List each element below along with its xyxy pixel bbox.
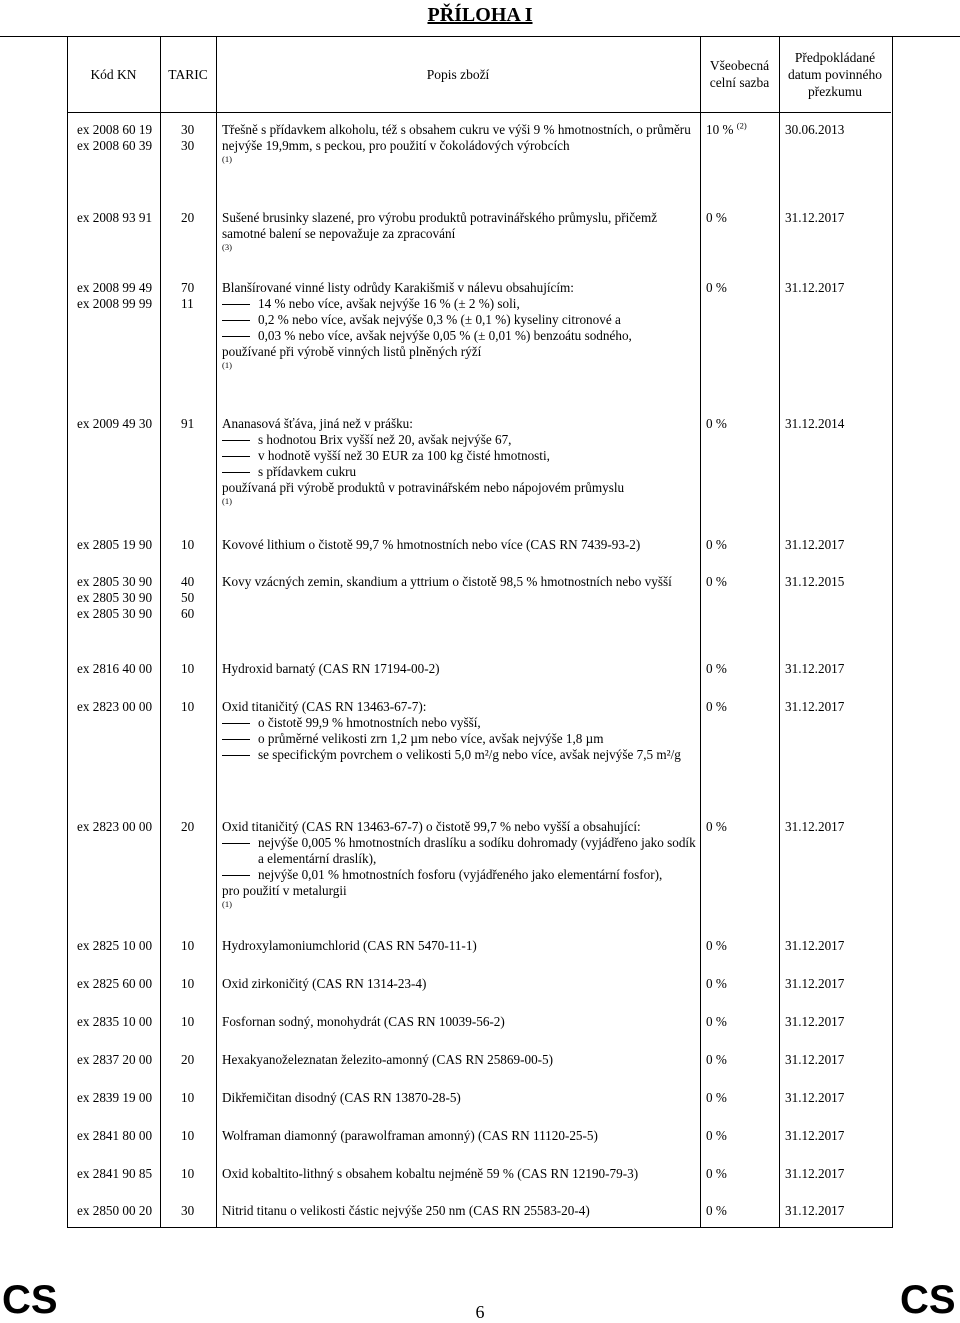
- taric-code: 70 11: [181, 280, 195, 311]
- description-text: Nitrid titanu o velikosti částic nejvýše 250 nm (CAS RN 25583-20-4): [222, 1203, 590, 1218]
- taric-code: 91: [181, 416, 195, 431]
- goods-description: [222, 574, 698, 590]
- description-indent-item: s přídavkem cukru: [222, 464, 698, 480]
- duty-rate: [706, 416, 727, 432]
- description-text: Dikřemičitan disodný (CAS RN 13870-28-5): [222, 1090, 461, 1105]
- description-indent-item: nejvýše 0,01 % hmotnostních fosforu (vyjádřeného jako elementární fosfor),: [222, 867, 698, 883]
- duty-rate: [706, 210, 727, 226]
- goods-description: [222, 1090, 698, 1106]
- review-date: 31.12.2017: [785, 1203, 845, 1218]
- taric-code: 10: [181, 1166, 195, 1181]
- duty-value: 0 %: [706, 416, 727, 431]
- goods-description: [222, 1166, 698, 1182]
- goods-description: [222, 1052, 698, 1068]
- review-date: 31.12.2017: [785, 537, 845, 552]
- page-number: 6: [475, 1302, 485, 1322]
- description-indent-item: o čistotě 99,9 % hmotnostních nebo vyšší,: [222, 715, 698, 731]
- kn-code: ex 2008 60 19 ex 2008 60 39: [77, 122, 153, 153]
- duty-value: 0 %: [706, 976, 727, 991]
- duty-value: 0 %: [706, 1014, 727, 1029]
- review-date: 31.12.2017: [785, 661, 845, 676]
- description-text: Hydroxylamoniumchlorid (CAS RN 5470-11-1): [222, 938, 477, 953]
- duty-value: 0 %: [706, 819, 727, 834]
- taric-code: 20: [181, 819, 195, 834]
- description-indent-item: s hodnotou Brix vyšší než 20, avšak nejvýše 67,: [222, 432, 698, 448]
- taric-code: 10: [181, 1128, 195, 1143]
- description-text: Hexakyanoželeznatan železito-amonný (CAS RN 25869-00-5): [222, 1052, 554, 1067]
- review-date: 31.12.2017: [785, 699, 845, 714]
- kn-code: ex 2837 20 00: [77, 1052, 153, 1067]
- duty-value: 0 %: [706, 574, 727, 589]
- footnote-ref: (1): [222, 154, 232, 164]
- goods-description: [222, 537, 698, 553]
- description-indent-item: o průměrné velikosti zrn 1,2 µm nebo více, avšak nejvýše 1,8 µm: [222, 731, 698, 747]
- kn-code: ex 2008 93 91: [77, 210, 153, 225]
- kn-code: ex 2839 19 00: [77, 1090, 153, 1105]
- description-text: Třešně s přídavkem alkoholu, též s obsahem cukru ve výši 9 % hmotnostních, o průměru nejvýše 19,9mm, s peckou, pro použití v čokoládových výrobcích: [222, 122, 691, 153]
- duty-rate: [706, 938, 727, 954]
- taric-code: 10: [181, 976, 195, 991]
- taric-code: 10: [181, 699, 195, 714]
- description-indent-item: 14 % nebo více, avšak nejvýše 16 % (± 2 %) soli,: [222, 296, 698, 312]
- review-date: 31.12.2017: [785, 976, 845, 991]
- description-text: Oxid zirkoničitý (CAS RN 1314-23-4): [222, 976, 427, 991]
- kn-code: ex 2841 90 85: [77, 1166, 153, 1181]
- taric-code: 20: [181, 210, 195, 225]
- goods-description: [222, 210, 698, 253]
- kn-code: ex 2825 60 00: [77, 976, 153, 991]
- review-date: 31.12.2017: [785, 1166, 845, 1181]
- duty-rate: [706, 1052, 727, 1068]
- duty-rate: [706, 1128, 727, 1144]
- review-date: 31.12.2017: [785, 1052, 845, 1067]
- review-date: 31.12.2014: [785, 416, 845, 431]
- duty-value: 0 %: [706, 280, 727, 295]
- review-date: 31.12.2017: [785, 938, 845, 953]
- goods-description: [222, 280, 698, 371]
- kn-code: ex 2008 99 49 ex 2008 99 99: [77, 280, 153, 311]
- duty-value: 0 %: [706, 1090, 727, 1105]
- goods-description: [222, 1128, 698, 1144]
- description-text: Sušené brusinky slazené, pro výrobu produktů potravinářského průmyslu, přičemž samotné balení se nepovažuje za zpracování: [222, 210, 658, 241]
- duty-rate: [706, 699, 727, 715]
- description-indent-item: se specifickým povrchem o velikosti 5,0 m²/g nebo více, avšak nejvýše 7,5 m²/g: [222, 747, 698, 763]
- description-closing: používané při výrobě vinných listů plněných rýží: [222, 344, 482, 359]
- taric-code: 10: [181, 1014, 195, 1029]
- header-kn: Kód KN: [90, 66, 137, 82]
- footnote-ref: (1): [222, 496, 232, 506]
- duty-rate: [706, 1090, 727, 1106]
- duty-value: 0 %: [706, 699, 727, 714]
- taric-code: 30: [181, 1203, 195, 1218]
- description-text: Oxid titaničitý (CAS RN 13463-67-7) o čistotě 99,7 % nebo vyšší a obsahující:: [222, 819, 641, 834]
- description-text: Oxid titaničitý (CAS RN 13463-67-7):: [222, 699, 427, 714]
- column-divider: [779, 36, 780, 1227]
- kn-code: ex 2823 00 00: [77, 819, 153, 834]
- column-divider: [216, 36, 217, 1227]
- footnote-ref: (1): [222, 360, 232, 370]
- description-text: Fosfornan sodný, monohydrát (CAS RN 10039-56-2): [222, 1014, 505, 1029]
- goods-description: [222, 122, 698, 165]
- description-text: Ananasová šťáva, jiná než v prášku:: [222, 416, 413, 431]
- duty-rate: [706, 819, 727, 835]
- description-text: Blanšírované vinné listy odrůdy Karakišmiš v nálevu obsahujícím:: [222, 280, 574, 295]
- header-duty: Všeobecná celní sazba: [709, 58, 770, 90]
- goods-description: [222, 661, 698, 677]
- kn-code: ex 2816 40 00: [77, 661, 153, 676]
- duty-rate: [706, 537, 727, 553]
- kn-code: ex 2841 80 00: [77, 1128, 153, 1143]
- goods-description: [222, 819, 698, 910]
- review-date: 30.06.2013: [785, 122, 845, 137]
- duty-value: 0 %: [706, 661, 727, 676]
- description-indent-item: nejvýše 0,005 % hmotnostních draslíku a sodíku dohromady (vyjádřeno jako sodík a elementární draslík),: [222, 835, 698, 867]
- review-date: 31.12.2015: [785, 574, 845, 589]
- review-date: 31.12.2017: [785, 1014, 845, 1029]
- language-mark-right: CS: [900, 1278, 956, 1322]
- description-text: Wolframan diamonný (parawolframan amonný) (CAS RN 11120-25-5): [222, 1128, 598, 1143]
- taric-code: 30 30: [181, 122, 195, 153]
- description-text: Kovy vzácných zemin, skandium a yttrium o čistotě 98,5 % hmotnostních nebo vyšší: [222, 574, 672, 589]
- description-indent-item: 0,03 % nebo více, avšak nejvýše 0,05 % (± 0,01 %) benzoátu sodného,: [222, 328, 698, 344]
- duty-rate: [706, 122, 747, 138]
- kn-code: ex 2009 49 30: [77, 416, 153, 431]
- kn-code: ex 2825 10 00: [77, 938, 153, 953]
- column-divider: [160, 36, 161, 1227]
- duty-rate: [706, 661, 727, 677]
- review-date: 31.12.2017: [785, 819, 845, 834]
- header-review-date: Předpokládané datum povinného přezkumu: [787, 49, 883, 99]
- goods-description: [222, 1203, 698, 1219]
- description-indent-item: v hodnotě vyšší než 30 EUR za 100 kg čisté hmotnosti,: [222, 448, 698, 464]
- header-description: Popis zboží: [426, 66, 490, 82]
- duty-value: 0 %: [706, 1166, 727, 1181]
- description-text: Hydroxid barnatý (CAS RN 17194-00-2): [222, 661, 440, 676]
- review-date: 31.12.2017: [785, 280, 845, 295]
- review-date: 31.12.2017: [785, 1090, 845, 1105]
- description-text: Kovové lithium o čistotě 99,7 % hmotnostních nebo více (CAS RN 7439-93-2): [222, 537, 641, 552]
- taric-code: 10: [181, 1090, 195, 1105]
- duty-value: 0 %: [706, 210, 727, 225]
- description-closing: používaná při výrobě produktů v potravinářském nebo nápojovém průmyslu: [222, 480, 625, 495]
- header-taric: TARIC: [168, 66, 208, 82]
- duty-rate: [706, 1203, 727, 1219]
- duty-rate: [706, 574, 727, 590]
- description-text: Oxid kobaltito-lithný s obsahem kobaltu nejméně 59 % (CAS RN 12190-79-3): [222, 1166, 639, 1181]
- goods-description: [222, 976, 698, 992]
- footnote-ref: (3): [222, 242, 232, 252]
- goods-description: [222, 416, 698, 507]
- review-date: 31.12.2017: [785, 210, 845, 225]
- language-mark-left: CS: [2, 1278, 58, 1322]
- duty-value: 0 %: [706, 1052, 727, 1067]
- duty-value: 10 %: [706, 122, 734, 137]
- taric-code: 10: [181, 938, 195, 953]
- duty-footnote-ref: (2): [736, 120, 747, 131]
- review-date: 31.12.2017: [785, 1128, 845, 1143]
- column-divider: [700, 36, 701, 1227]
- kn-code: ex 2835 10 00: [77, 1014, 153, 1029]
- duty-value: 0 %: [706, 537, 727, 552]
- taric-code: 10: [181, 661, 195, 676]
- annex-title: PŘÍLOHA I: [0, 0, 960, 37]
- description-closing: pro použití v metalurgii: [222, 883, 347, 898]
- header-divider: [67, 112, 891, 113]
- kn-code: ex 2805 19 90: [77, 537, 153, 552]
- goods-description: [222, 938, 698, 954]
- taric-code: 40 50 60: [181, 574, 195, 621]
- kn-code: ex 2823 00 00: [77, 699, 153, 714]
- goods-description: [222, 1014, 698, 1030]
- duty-rate: [706, 1166, 727, 1182]
- duty-value: 0 %: [706, 1203, 727, 1218]
- duty-rate: [706, 280, 727, 296]
- footnote-ref: (1): [222, 899, 232, 909]
- kn-code: ex 2805 30 90 ex 2805 30 90 ex 2805 30 90: [77, 574, 153, 621]
- duty-value: 0 %: [706, 1128, 727, 1143]
- kn-code: ex 2850 00 20: [77, 1203, 153, 1218]
- taric-code: 10: [181, 537, 195, 552]
- duty-rate: [706, 976, 727, 992]
- description-indent-item: 0,2 % nebo více, avšak nejvýše 0,3 % (± 0,1 %) kyseliny citronové a: [222, 312, 698, 328]
- duty-value: 0 %: [706, 938, 727, 953]
- goods-description: [222, 699, 698, 763]
- taric-code: 20: [181, 1052, 195, 1067]
- duty-rate: [706, 1014, 727, 1030]
